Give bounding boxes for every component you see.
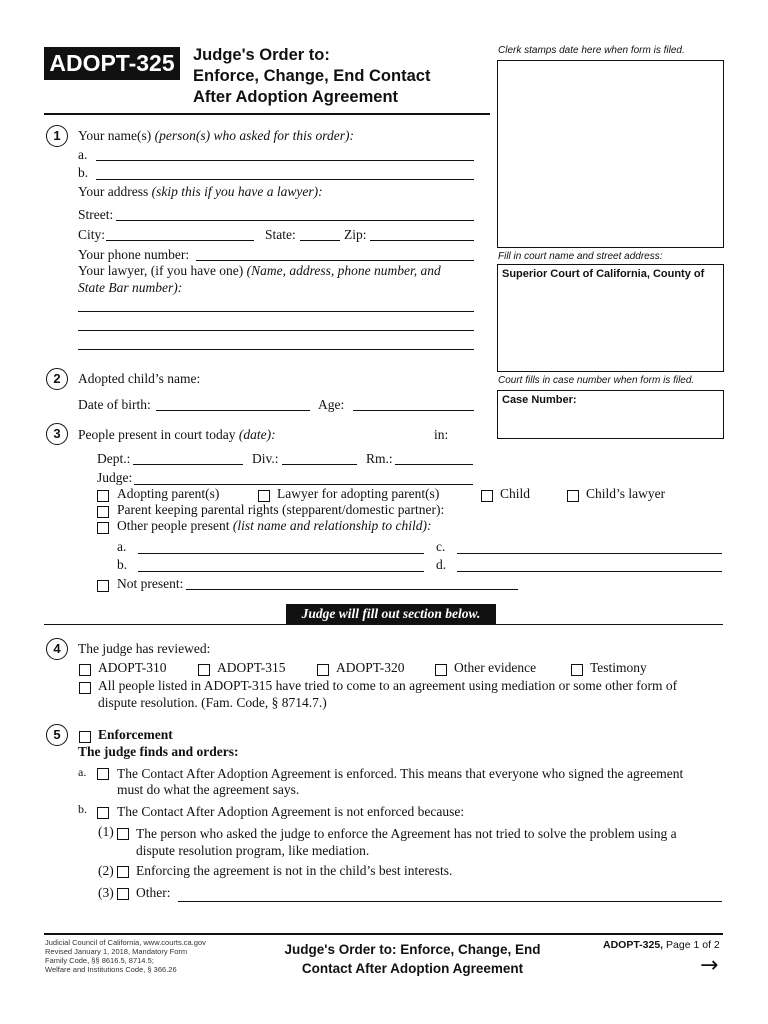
zip-field[interactable]	[370, 240, 474, 241]
title-line-3: After Adoption Agreement	[193, 88, 399, 106]
judge-finds-label: The judge finds and orders:	[78, 744, 239, 759]
form-id-badge: ADOPT-325	[44, 47, 180, 80]
footer-citation-1: Judicial Council of California, www.courts.ca.gov	[45, 938, 206, 947]
not-enforced-checkbox[interactable]	[97, 807, 109, 819]
city-label: City:	[78, 227, 106, 242]
people-present-label	[78, 427, 276, 443]
enforcement-heading: Enforcement	[98, 727, 173, 742]
dept-label: Dept.:	[97, 451, 131, 466]
adopt-310-checkbox[interactable]	[79, 664, 91, 676]
case-number-instruction: Court fills in case number when form is filed.	[498, 375, 695, 386]
reason-1-checkbox[interactable]	[117, 828, 129, 840]
footer-title-1: Judge's Order to: Enforce, Change, End	[284, 942, 541, 957]
clerk-stamp-label: Clerk stamps date here when form is filed.	[498, 45, 685, 56]
section-5-number: 5	[46, 724, 68, 746]
form-title	[193, 45, 430, 108]
parent-keeping-label: Parent keeping parental rights (stepparent/domestic partner):	[117, 502, 445, 517]
lawyer-adopting-label: Lawyer for adopting parent(s)	[277, 486, 440, 501]
name-b-label: b.	[78, 165, 89, 180]
phone-field[interactable]	[196, 260, 474, 261]
reason-1-line-2: dispute resolution program, like mediation.	[136, 843, 370, 858]
mediation-checkbox[interactable]	[79, 682, 91, 694]
name-a-field[interactable]	[96, 160, 474, 161]
reason-3-label: Other:	[136, 885, 171, 900]
reason-1-line-1: The person who asked the judge to enforce the Agreement has not tried to solve the problem using a	[136, 826, 677, 841]
other-a-field[interactable]	[138, 553, 424, 554]
age-label: Age:	[318, 397, 345, 412]
judge-section-rule	[44, 624, 723, 625]
lawyer-adopting-checkbox[interactable]	[258, 490, 270, 502]
judge-reviewed-label: The judge has reviewed:	[78, 641, 211, 656]
address-note: (skip this if you have a lawyer):	[151, 184, 323, 199]
other-b-label: b.	[117, 557, 128, 572]
other-c-field[interactable]	[457, 553, 722, 554]
reason-2-label: Enforcing the agreement is not in the child’s best interests.	[136, 863, 453, 878]
other-evidence-label: Other evidence	[454, 660, 537, 675]
lawyer-label	[78, 263, 441, 279]
other-people-text: Other people present	[117, 518, 233, 533]
parent-keeping-checkbox[interactable]	[97, 506, 109, 518]
other-evidence-checkbox[interactable]	[435, 664, 447, 676]
footer-page-info	[603, 939, 720, 951]
state-label: State:	[265, 227, 296, 242]
adopt-315-checkbox[interactable]	[198, 664, 210, 676]
section-4-number: 4	[46, 638, 68, 660]
div-label: Div.:	[252, 451, 279, 466]
in-label: in:	[434, 427, 449, 442]
childs-lawyer-checkbox[interactable]	[567, 490, 579, 502]
phone-label: Your phone number:	[78, 247, 190, 262]
street-label: Street:	[78, 207, 114, 222]
other-c-label: c.	[436, 539, 446, 554]
enforced-line-1: The Contact After Adoption Agreement is enforced. This means that everyone who signed the agreement	[117, 766, 684, 781]
next-page-arrow-icon: →	[700, 953, 719, 978]
lawyer-field-3[interactable]	[78, 349, 474, 350]
people-present-note: (date):	[238, 427, 276, 442]
enforced-line-2: must do what the agreement says.	[117, 782, 300, 797]
adopting-parent-label: Adopting parent(s)	[117, 486, 220, 501]
court-name-box[interactable]	[497, 264, 724, 372]
footer-citation-4: Welfare and Institutions Code, § 366.26	[45, 965, 177, 974]
childs-lawyer-label: Child’s lawyer	[586, 486, 666, 501]
not-enforced-label: The Contact After Adoption Agreement is not enforced because:	[117, 804, 465, 819]
reason-1-number: (1)	[98, 824, 114, 839]
adopt-320-label: ADOPT-320	[336, 660, 405, 675]
section-2-number: 2	[46, 368, 68, 390]
reason-3-checkbox[interactable]	[117, 888, 129, 900]
div-field[interactable]	[282, 464, 357, 465]
name-a-label: a.	[78, 147, 88, 162]
footer-rule	[44, 933, 723, 935]
other-people-checkbox[interactable]	[97, 522, 109, 534]
not-present-checkbox[interactable]	[97, 580, 109, 592]
dept-field[interactable]	[133, 464, 243, 465]
lawyer-label-2: State Bar number):	[78, 280, 183, 295]
court-name-label: Superior Court of California, County of	[502, 268, 705, 280]
section-1-number: 1	[46, 125, 68, 147]
other-people-label	[117, 518, 431, 534]
mediation-line-2: dispute resolution. (Fam. Code, § 8714.7.)	[98, 695, 327, 710]
lawyer-field-1[interactable]	[78, 311, 474, 312]
testimony-label: Testimony	[590, 660, 647, 675]
dob-field[interactable]	[156, 410, 310, 411]
street-field[interactable]	[116, 220, 474, 221]
your-names-label	[78, 128, 354, 144]
case-number-box[interactable]	[497, 390, 724, 439]
section-3-number: 3	[46, 423, 68, 445]
address-label	[78, 184, 323, 200]
header-rule	[44, 113, 490, 115]
clerk-stamp-box	[497, 60, 724, 248]
reason-2-number: (2)	[98, 863, 114, 878]
footer-citation	[45, 938, 206, 974]
enforced-checkbox[interactable]	[97, 768, 109, 780]
footer-page-number: Page 1 of 2	[663, 939, 720, 951]
footer-citation-2: Revised January 1, 2018, Mandatory Form	[45, 947, 188, 956]
child-checkbox[interactable]	[481, 490, 493, 502]
lawyer-field-2[interactable]	[78, 330, 474, 331]
title-line-2: Enforce, Change, End Contact	[193, 67, 431, 85]
court-instruction: Fill in court name and street address:	[498, 251, 663, 262]
city-field[interactable]	[106, 240, 254, 241]
state-field[interactable]	[300, 240, 340, 241]
adopt-310-label: ADOPT-310	[98, 660, 167, 675]
enforce-b-letter: b.	[78, 802, 87, 816]
your-names-note: (person(s) who asked for this order):	[154, 128, 354, 143]
age-field[interactable]	[353, 410, 474, 411]
case-number-label: Case Number:	[502, 394, 577, 406]
not-present-field[interactable]	[186, 589, 518, 590]
footer-title	[250, 940, 575, 978]
mediation-line-1: All people listed in ADOPT-315 have tried to come to an agreement using mediation or some other form of	[98, 678, 678, 693]
reason-3-number: (3)	[98, 885, 114, 900]
child-name-label: Adopted child’s name:	[78, 371, 201, 386]
name-b-field[interactable]	[96, 179, 474, 180]
not-present-label: Not present:	[117, 576, 184, 591]
title-line-1: Judge's Order to:	[193, 46, 330, 64]
child-label: Child	[500, 486, 531, 501]
rm-field[interactable]	[395, 464, 473, 465]
footer-citation-3: Family Code, §§ 8616.5, 8714.5;	[45, 956, 154, 965]
other-d-label: d.	[436, 557, 447, 572]
adopting-parent-checkbox[interactable]	[97, 490, 109, 502]
enforcement-checkbox[interactable]	[79, 731, 91, 743]
address-text: Your address	[78, 184, 152, 199]
other-a-label: a.	[117, 539, 127, 554]
reason-2-checkbox[interactable]	[117, 866, 129, 878]
judge-banner: Judge will fill out section below.	[286, 604, 496, 624]
people-present-text: People present in court today	[78, 427, 239, 442]
footer-form-id: ADOPT-325,	[603, 939, 664, 951]
lawyer-text: Your lawyer, (if you have one)	[78, 263, 247, 278]
adopt-320-checkbox[interactable]	[317, 664, 329, 676]
judge-field[interactable]	[134, 484, 473, 485]
lawyer-note: (Name, address, phone number, and	[246, 263, 441, 278]
testimony-checkbox[interactable]	[571, 664, 583, 676]
rm-label: Rm.:	[366, 451, 393, 466]
other-people-note: (list name and relationship to child):	[232, 518, 432, 533]
your-names-text: Your name(s)	[78, 128, 155, 143]
adopt-315-label: ADOPT-315	[217, 660, 286, 675]
other-d-field[interactable]	[457, 571, 722, 572]
enforce-a-letter: a.	[78, 765, 87, 779]
footer-title-2: Contact After Adoption Agreement	[301, 961, 524, 976]
other-b-field[interactable]	[138, 571, 424, 572]
dob-label: Date of birth:	[78, 397, 151, 412]
zip-label: Zip:	[344, 227, 367, 242]
judge-label: Judge:	[97, 470, 133, 485]
reason-3-field[interactable]	[178, 901, 722, 902]
